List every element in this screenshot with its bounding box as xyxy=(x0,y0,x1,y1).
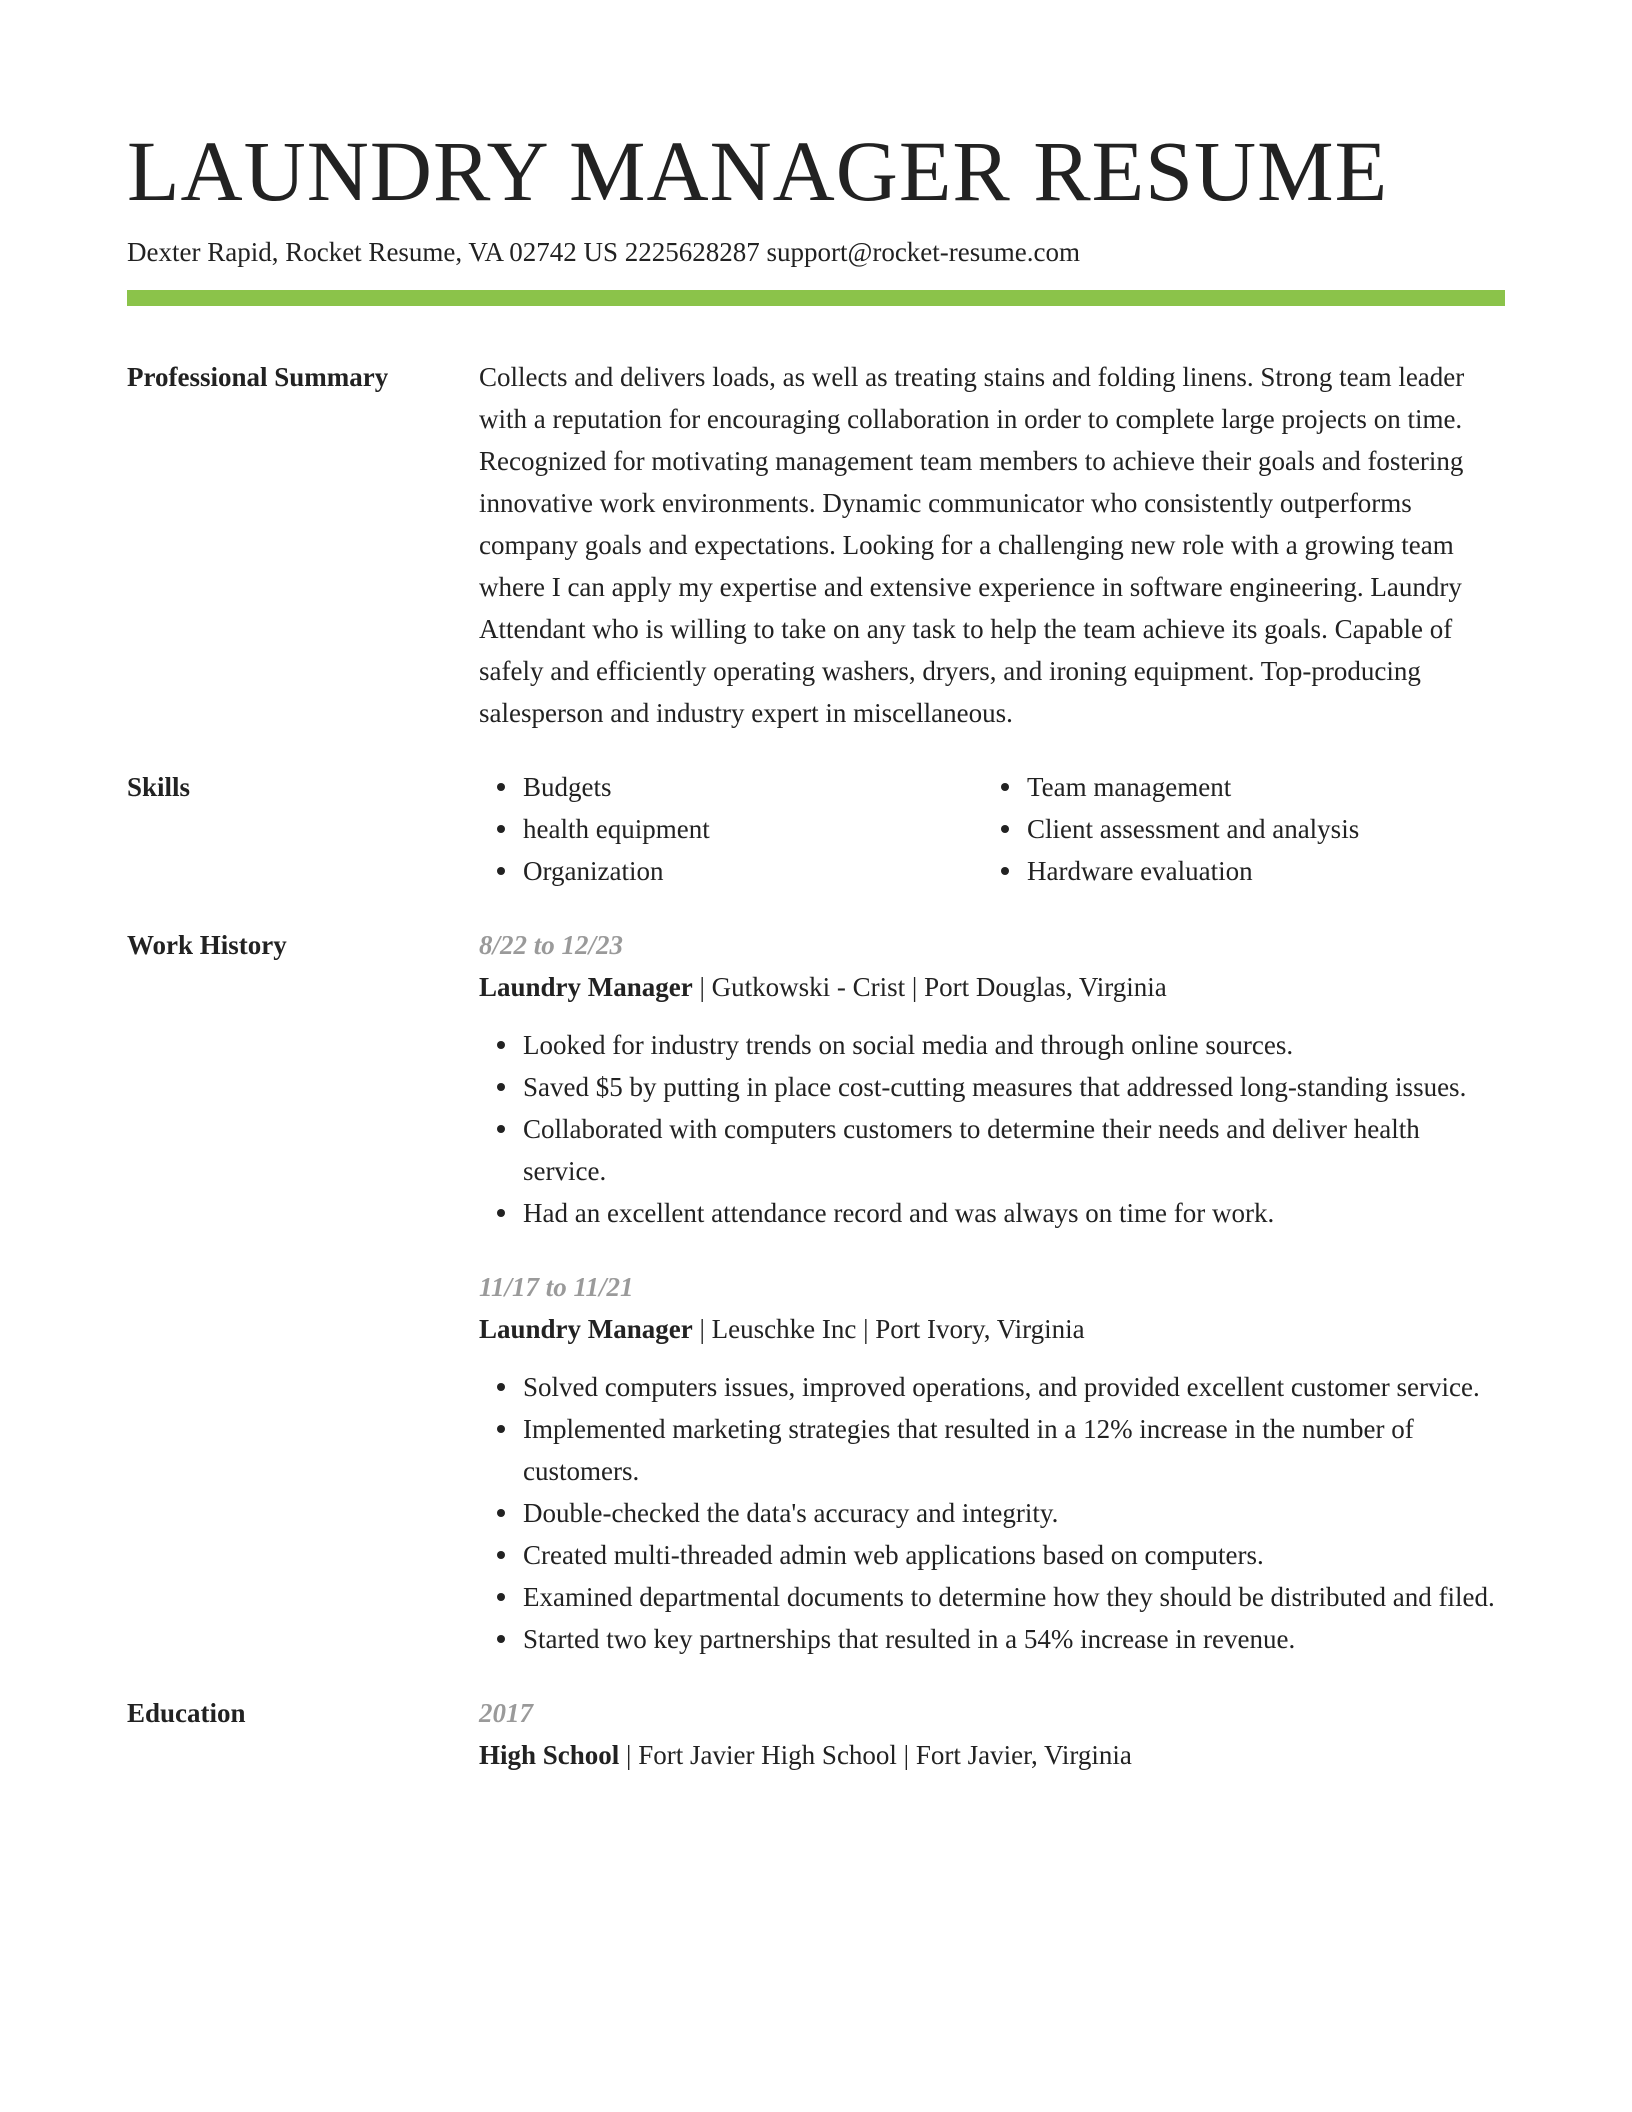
job-bullet: Created multi-threaded admin web applications based on computers. xyxy=(523,1534,1505,1576)
resume-title: LAUNDRY MANAGER RESUME xyxy=(127,123,1389,219)
skill-item: Budgets xyxy=(523,766,983,808)
summary-heading: Professional Summary xyxy=(127,362,389,392)
education-body xyxy=(479,1692,1505,1776)
job-title-line xyxy=(479,1308,1505,1350)
education-degree: High School xyxy=(479,1740,620,1770)
skills-column-left xyxy=(479,766,983,892)
education-line xyxy=(479,1734,1505,1776)
job-bullet: Double-checked the data's accuracy and integrity. xyxy=(523,1492,1505,1534)
skills-column-right xyxy=(983,766,1487,892)
job-bullet: Saved $5 by putting in place cost-cutting measures that addressed long-standing issues. xyxy=(523,1066,1505,1108)
job-bullet: Started two key partnerships that resulted in a 54% increase in revenue. xyxy=(523,1618,1505,1660)
job-employer-location: | Leuschke Inc | Port Ivory, Virginia xyxy=(692,1314,1085,1344)
education-date: 2017 xyxy=(479,1698,533,1728)
job-entry xyxy=(479,1266,1505,1660)
job-entry xyxy=(479,924,1505,1234)
education-section xyxy=(127,1692,1505,1776)
work-history-body xyxy=(479,924,1505,1660)
skill-item: health equipment xyxy=(523,808,983,850)
job-bullet: Had an excellent attendance record and was always on time for work. xyxy=(523,1192,1505,1234)
skills-heading: Skills xyxy=(127,772,191,802)
job-bullets xyxy=(479,1024,1505,1234)
job-bullet: Looked for industry trends on social media and through online sources. xyxy=(523,1024,1505,1066)
skills-section xyxy=(127,766,1505,892)
job-role: Laundry Manager xyxy=(479,972,693,1002)
job-dates: 11/17 to 11/21 xyxy=(479,1272,634,1302)
summary-text: Collects and delivers loads, as well as treating stains and folding linens. Strong team leader with a reputation for encouraging collaboration in order to complete large projects on time. Recognized for motivating management team members to achieve their goals and fostering innovative work environments. Dynamic communicator who consistently outperforms company goals and expectations. Looking for a challenging new role with a growing team where I can apply my expertise and extensive experience in software engineering. Laundry Attendant who is willing to take on any task to help the team achieve its goals. Capable of safely and efficiently operating washers, dryers, and ironing equipment. Top-producing salesperson and industry expert in miscellaneous. xyxy=(479,362,1465,728)
skills-list xyxy=(479,766,1505,892)
job-bullet: Solved computers issues, improved operations, and provided excellent customer service. xyxy=(523,1366,1505,1408)
education-heading: Education xyxy=(127,1698,246,1728)
job-employer-location: | Gutkowski - Crist | Port Douglas, Virginia xyxy=(692,972,1167,1002)
work-history-heading: Work History xyxy=(127,930,287,960)
job-bullet: Implemented marketing strategies that resulted in a 12% increase in the number of customers. xyxy=(523,1408,1505,1492)
job-title-line xyxy=(479,966,1505,1008)
contact-line: Dexter Rapid, Rocket Resume, VA 02742 US 2225628287 support@rocket-resume.com xyxy=(127,237,1080,267)
skill-item: Organization xyxy=(523,850,983,892)
skill-item: Team management xyxy=(1027,766,1487,808)
job-role: Laundry Manager xyxy=(479,1314,693,1344)
job-dates: 8/22 to 12/23 xyxy=(479,930,624,960)
education-school-location: | Fort Javier High School | Fort Javier, Virginia xyxy=(619,1740,1132,1770)
accent-divider xyxy=(127,290,1505,306)
job-bullet: Examined departmental documents to determine how they should be distributed and filed. xyxy=(523,1576,1505,1618)
job-bullet: Collaborated with computers customers to determine their needs and deliver health service. xyxy=(523,1108,1505,1192)
work-history-section xyxy=(127,924,1505,1660)
skill-item: Hardware evaluation xyxy=(1027,850,1487,892)
skill-item: Client assessment and analysis xyxy=(1027,808,1487,850)
job-bullets xyxy=(479,1366,1505,1660)
summary-section xyxy=(127,356,1505,734)
